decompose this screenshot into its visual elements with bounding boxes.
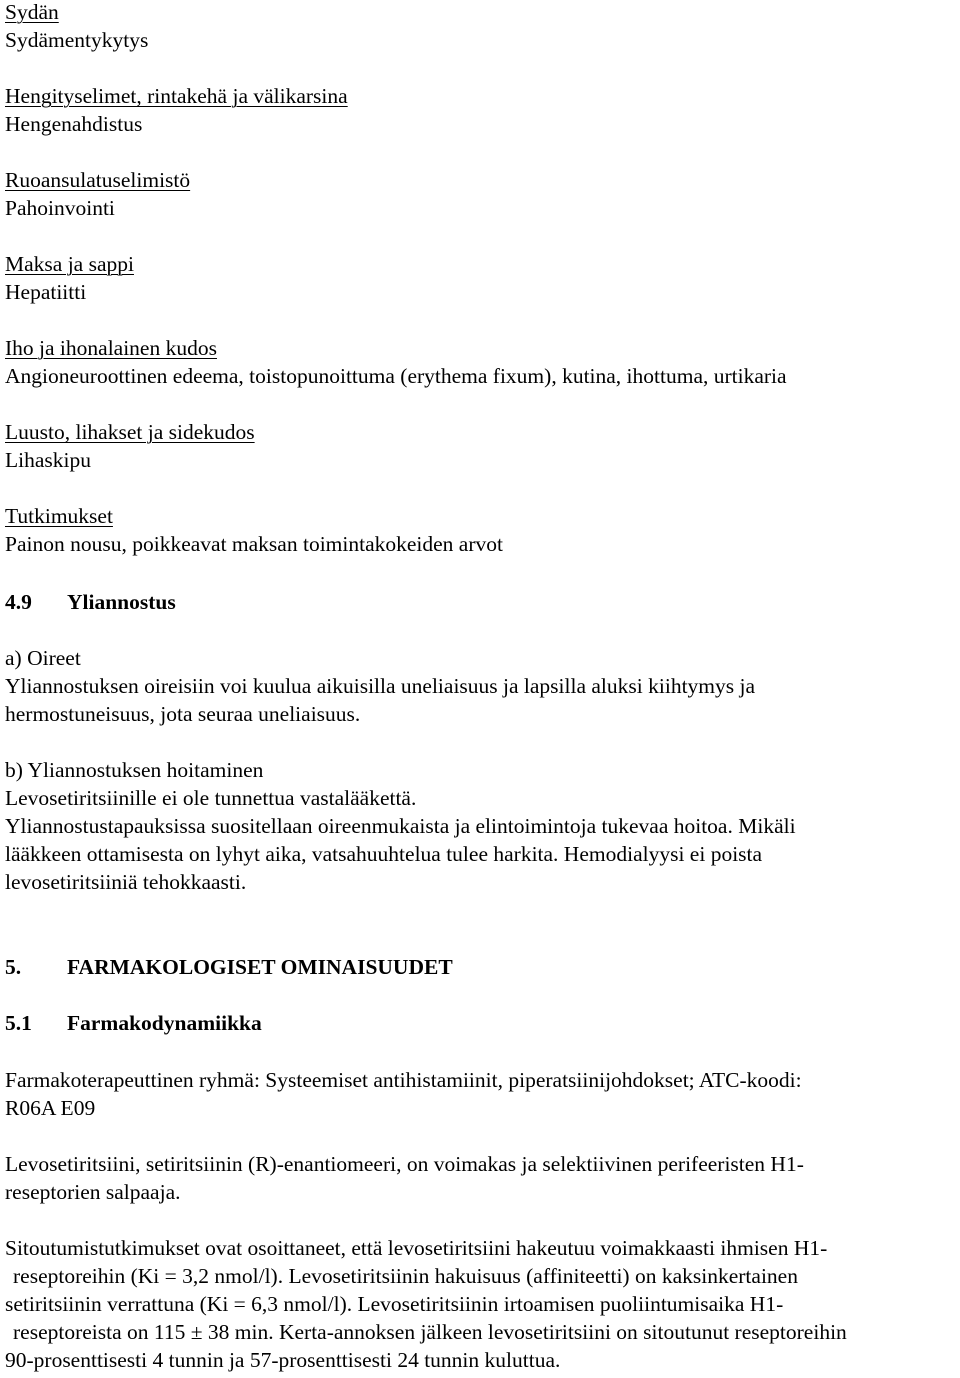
overdose-symptoms-line-2: hermostuneisuus, jota seuraa uneliaisuus. xyxy=(5,702,361,726)
soc-text-investigations: Painon nousu, poikkeavat maksan toimintakokeiden arvot xyxy=(5,532,503,556)
binding-line-3: setiritsiinin verrattuna (Ki = 6,3 nmol/l). Levosetiritsiinin irtoamisen puoliintumisaika H1- xyxy=(5,1292,784,1316)
soc-heading-gastrointestinal: Ruoansulatuselimistö xyxy=(5,168,191,192)
overdose-treatment-line-1: Levosetiritsiinille ei ole tunnettua vastalääkettä. xyxy=(5,786,417,810)
soc-heading-investigations: Tutkimukset xyxy=(5,504,113,528)
overdose-symptoms-heading: a) Oireet xyxy=(5,646,81,670)
binding-line-4: reseptoreista on 115 ± 38 min. Kerta-annoksen jälkeen levosetiritsiini on sitoutunut reseptoreihin xyxy=(13,1320,847,1344)
section-5-number: 5. xyxy=(5,955,22,979)
soc-heading-musculoskeletal: Luusto, lihakset ja sidekudos xyxy=(5,420,255,444)
section-5-1-title: Farmakodynamiikka xyxy=(67,1011,262,1035)
section-4-9-number: 4.9 xyxy=(5,590,32,614)
mechanism-line-2: reseptorien salpaaja. xyxy=(5,1180,181,1204)
soc-heading-hepatobiliary: Maksa ja sappi xyxy=(5,252,134,276)
section-4-9-title: Yliannostus xyxy=(67,590,176,614)
section-4-9-heading xyxy=(5,588,176,616)
binding-line-2: reseptoreihin (Ki = 3,2 nmol/l). Levosetiritsiinin hakuisuus (affiniteetti) on kaksinkertainen xyxy=(13,1264,798,1288)
section-5-1-number: 5.1 xyxy=(5,1011,32,1035)
pharmacotherapeutic-group-line-2: R06A E09 xyxy=(5,1096,96,1120)
overdose-treatment-line-2: Yliannostustapauksissa suositellaan oireenmukaista ja elintoimintoja tukevaa hoitoa. Mikäli xyxy=(5,814,796,838)
soc-text-hepatobiliary: Hepatiitti xyxy=(5,280,87,304)
section-5-title: FARMAKOLOGISET OMINAISUUDET xyxy=(67,955,453,979)
overdose-treatment-line-3: lääkkeen ottamisesta on lyhyt aika, vatsahuuhtelua tulee harkita. Hemodialyysi ei poista xyxy=(5,842,763,866)
mechanism-line-1: Levosetiritsiini, setiritsiinin (R)-enantiomeeri, on voimakas ja selektiivinen perifeeristen H1- xyxy=(5,1152,804,1176)
soc-heading-skin: Iho ja ihonalainen kudos xyxy=(5,336,217,360)
soc-text-respiratory: Hengenahdistus xyxy=(5,112,143,136)
soc-heading-cardiac: Sydän xyxy=(5,0,59,24)
overdose-symptoms-line-1: Yliannostuksen oireisiin voi kuulua aikuisilla uneliaisuus ja lapsilla aluksi kiihtymys ja xyxy=(5,674,756,698)
binding-line-1: Sitoutumistutkimukset ovat osoittaneet, että levosetiritsiini hakeutuu voimakkaasti ihmisen H1- xyxy=(5,1236,828,1260)
overdose-treatment-heading: b) Yliannostuksen hoitaminen xyxy=(5,758,264,782)
soc-heading-respiratory: Hengityselimet, rintakehä ja välikarsina xyxy=(5,84,348,108)
soc-text-gastrointestinal: Pahoinvointi xyxy=(5,196,115,220)
soc-text-skin: Angioneuroottinen edeema, toistopunoittuma (erythema fixum), kutina, ihottuma, urtikaria xyxy=(5,364,787,388)
soc-text-musculoskeletal: Lihaskipu xyxy=(5,448,91,472)
overdose-treatment-line-4: levosetiritsiiniä tehokkaasti. xyxy=(5,870,247,894)
section-5-heading xyxy=(5,953,453,981)
binding-line-5: 90-prosenttisesti 4 tunnin ja 57-prosenttisesti 24 tunnin kuluttua. xyxy=(5,1348,561,1372)
section-5-1-heading xyxy=(5,1009,262,1037)
soc-text-cardiac: Sydämentykytys xyxy=(5,28,149,52)
pharmacotherapeutic-group-line-1: Farmakoterapeuttinen ryhmä: Systeemiset antihistamiinit, piperatsiinijohdokset; ATC-koodi: xyxy=(5,1068,802,1092)
